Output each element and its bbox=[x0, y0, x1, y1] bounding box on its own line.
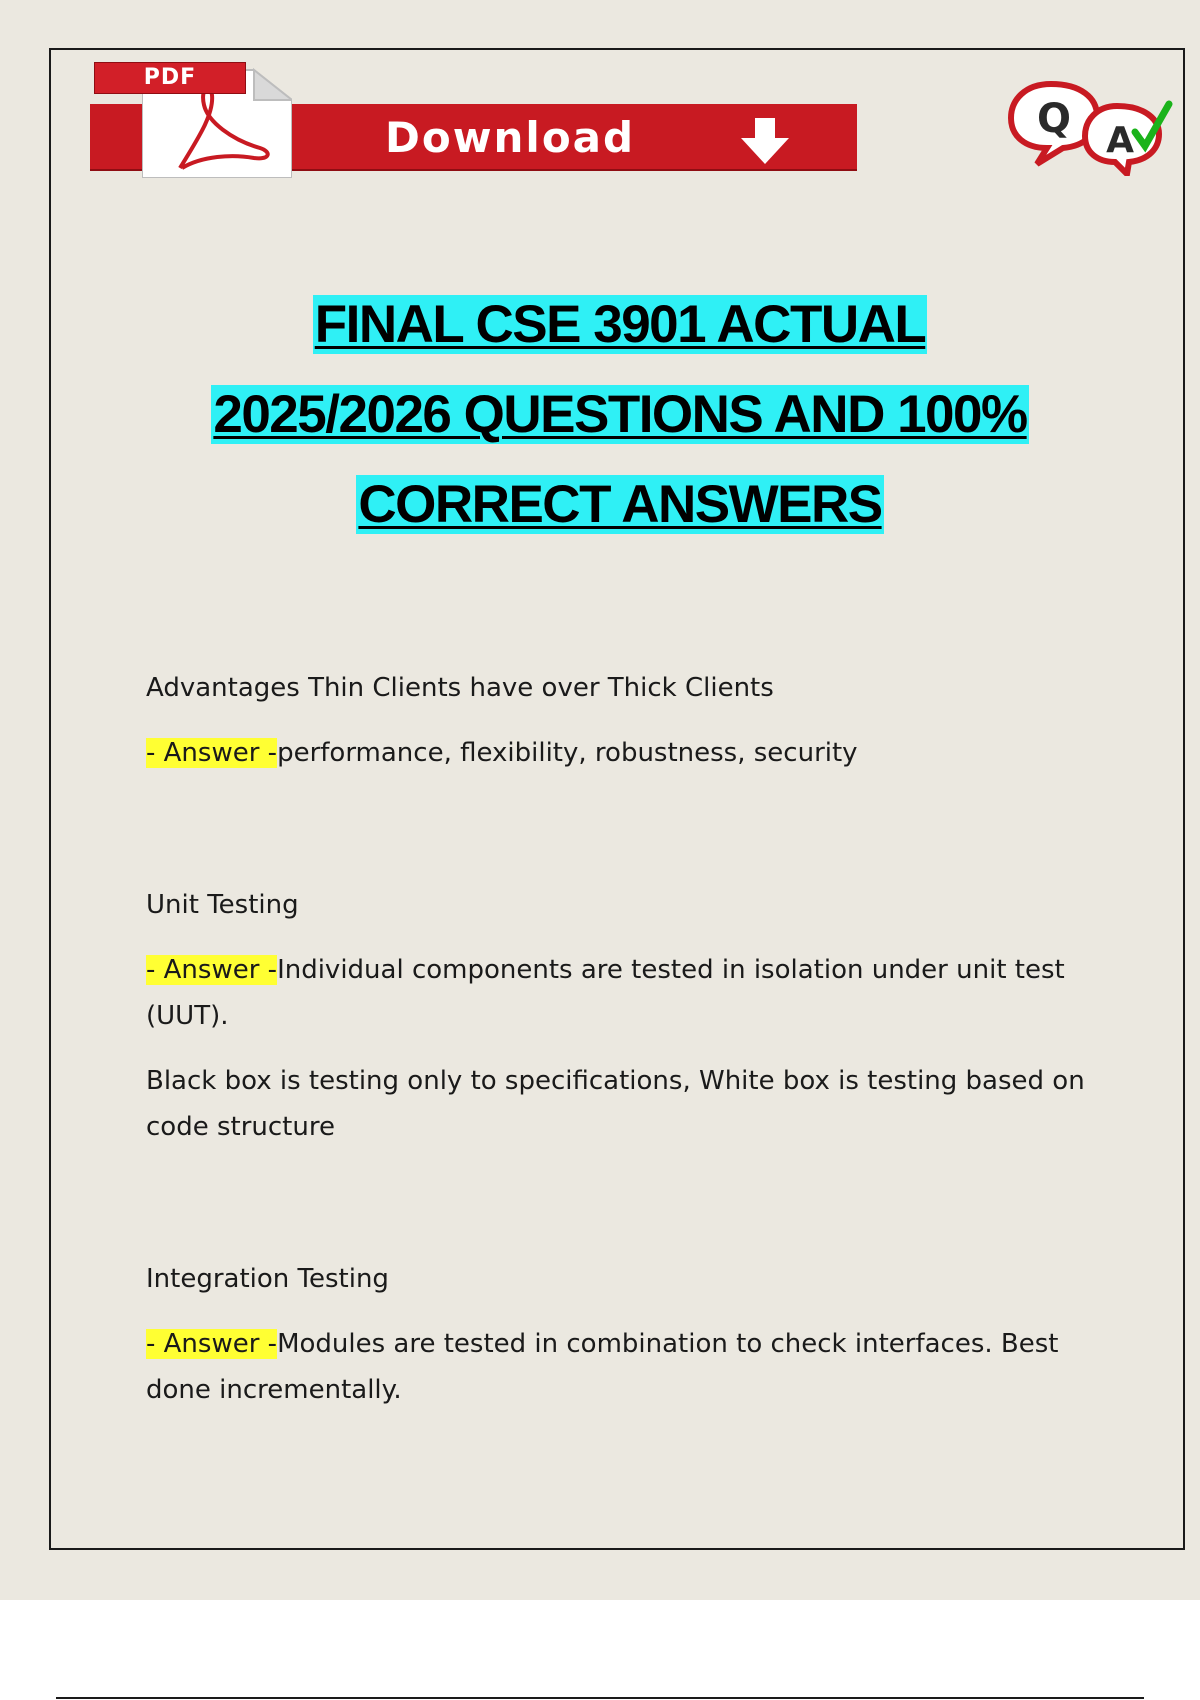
qa-logo-q: Q bbox=[1036, 96, 1072, 142]
answer-body: Individual components are tested in isolation under unit test (UUT). bbox=[146, 955, 1065, 1031]
answer-text bbox=[146, 1321, 1106, 1413]
title-line-3: CORRECT ANSWERS bbox=[358, 475, 882, 534]
qa-item bbox=[146, 882, 1106, 1150]
pdf-tag: PDF bbox=[94, 62, 246, 94]
answer-tag: - Answer - bbox=[146, 738, 278, 768]
question-text: Integration Testing bbox=[146, 1264, 389, 1294]
qa-logo-icon bbox=[1005, 76, 1175, 176]
qa-item bbox=[146, 1256, 1106, 1413]
answer-extra-text: Black box is testing only to specifications, White box is testing based on code structure bbox=[146, 1066, 1085, 1142]
answer-tag: - Answer - bbox=[146, 1329, 278, 1359]
question-text: Unit Testing bbox=[146, 890, 299, 920]
download-label: Download bbox=[385, 113, 636, 162]
answer-text bbox=[146, 947, 1106, 1039]
qa-list bbox=[146, 665, 1106, 1413]
qa-logo-a: A bbox=[1106, 120, 1134, 161]
download-banner[interactable] bbox=[90, 60, 860, 180]
answer-text bbox=[146, 730, 1106, 776]
title-line-2: 2025/2026 QUESTIONS AND 100% bbox=[213, 385, 1027, 444]
answer-body: Modules are tested in combination to check interfaces. Best done incrementally. bbox=[146, 1329, 1059, 1405]
qa-item bbox=[146, 665, 1106, 776]
title-line-1: FINAL CSE 3901 ACTUAL bbox=[314, 295, 926, 354]
answer-body: performance, flexibility, robustness, security bbox=[277, 738, 858, 768]
bottom-divider bbox=[56, 1697, 1144, 1699]
question-text: Advantages Thin Clients have over Thick Clients bbox=[146, 673, 774, 703]
download-arrow-icon bbox=[735, 116, 795, 166]
document-title bbox=[110, 295, 1130, 565]
answer-tag: - Answer - bbox=[146, 955, 278, 985]
